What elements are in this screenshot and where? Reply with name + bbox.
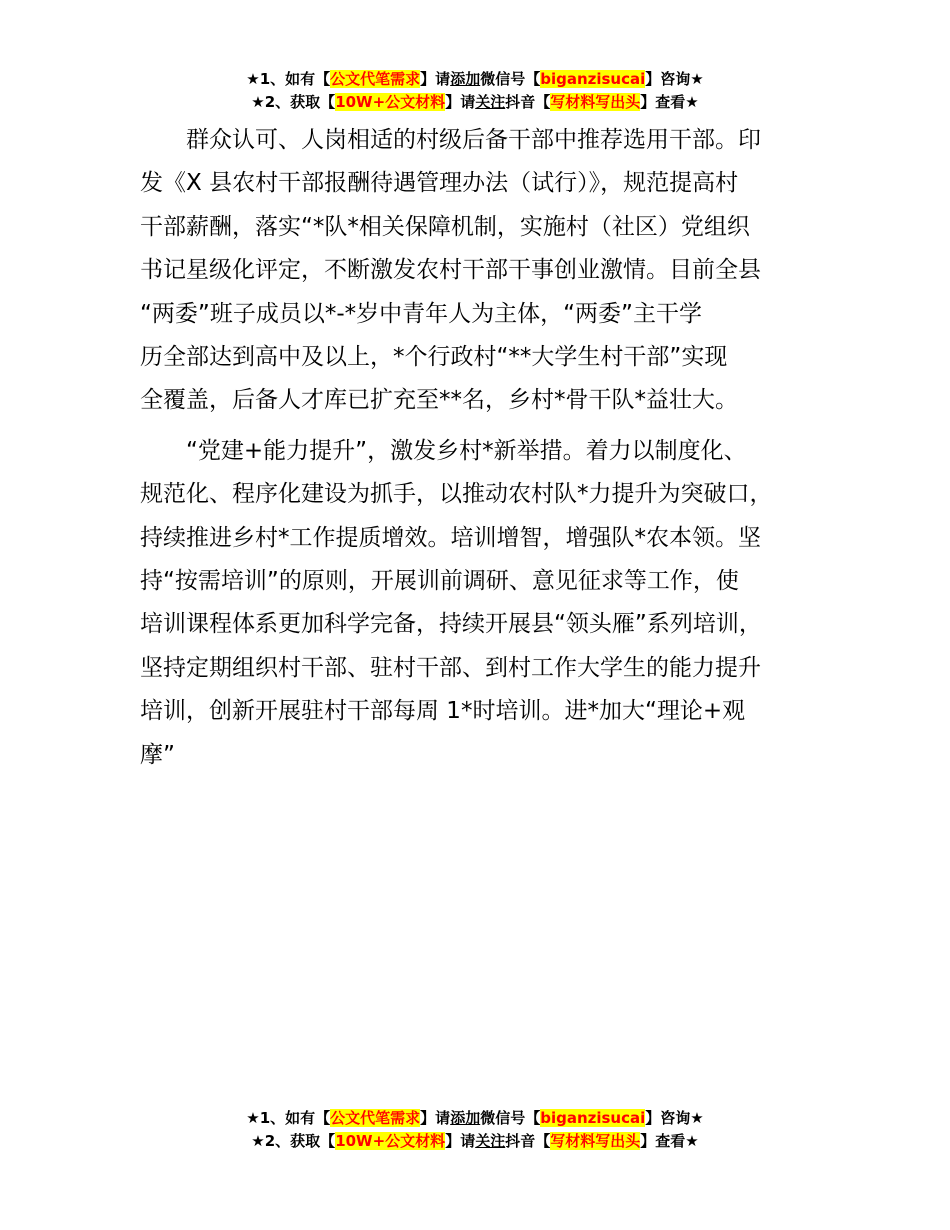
paragraph-line: 书记星级化评定，不断激发农村干部干事创业激情。目前全县 (140, 257, 761, 284)
paragraph-line: 规范化、程序化建设为抓手，以推动农村队*力提升为突破口， (140, 481, 773, 508)
paragraph-line: “两委”班子成员以*-*岁中青年人为主体，“两委”主干学 (140, 300, 702, 327)
banner-underlined: 关注 (475, 1132, 506, 1150)
paragraph-line: 发《X 县农村干部报酬待遇管理办法（试行）》，规范提高村 (140, 170, 739, 197)
paragraph-line: 持续推进乡村*工作提质增效。培训增智，增强队*农本领。坚 (140, 524, 761, 551)
banner-highlight: 写材料写出头 (550, 1132, 641, 1150)
banner-text: 】请 (420, 70, 451, 88)
banner-underlined: 添加 (450, 70, 481, 88)
header-banner (0, 68, 950, 114)
banner-highlight: biganzisucai (540, 1109, 646, 1127)
paragraph-2 (140, 430, 835, 777)
banner-text: ★1、如有【 (246, 70, 331, 88)
banner-text: 抖音【 (505, 93, 551, 111)
banner-underlined: 关注 (475, 93, 506, 111)
banner-text: 】请 (445, 93, 476, 111)
paragraph-line: 干部薪酬，落实“*队*相关保障机制，实施村（社区）党组织 (140, 213, 750, 240)
banner-line-1 (0, 1107, 950, 1130)
banner-text: 】请 (445, 1132, 476, 1150)
banner-highlight: 10W+公文材料 (335, 93, 446, 111)
banner-text: 】查看★ (640, 93, 699, 111)
banner-highlight: 10W+公文材料 (335, 1132, 446, 1150)
document-body (140, 119, 835, 784)
banner-text: 微信号【 (480, 1109, 541, 1127)
paragraph-line: 培训，创新开展驻村干部每周 1*时培训。进*加大“理论+观 (140, 698, 746, 725)
banner-line-2 (0, 1130, 950, 1153)
banner-text: 】查看★ (640, 1132, 699, 1150)
banner-text: 抖音【 (505, 1132, 551, 1150)
banner-highlight: 公文代笔需求 (330, 70, 421, 88)
banner-text: ★2、获取【 (251, 1132, 336, 1150)
banner-line-1 (0, 68, 950, 91)
banner-line-2 (0, 91, 950, 114)
paragraph-line: 摩” (140, 741, 175, 768)
banner-text: 】请 (420, 1109, 451, 1127)
banner-text: ★1、如有【 (246, 1109, 331, 1127)
banner-highlight: 写材料写出头 (550, 93, 641, 111)
paragraph-line: 历全部达到高中及以上，*个行政村“**大学生村干部”实现 (140, 344, 728, 371)
paragraph-1 (140, 119, 835, 423)
banner-text: 】咨询★ (645, 1109, 704, 1127)
banner-highlight: biganzisucai (540, 70, 646, 88)
paragraph-line: 培训课程体系更加科学完备，持续开展县“领头雁”系列培训， (140, 611, 762, 638)
banner-text: ★2、获取【 (251, 93, 336, 111)
banner-underlined: 添加 (450, 1109, 481, 1127)
paragraph-line: 群众认可、人岗相适的村级后备干部中推荐选用干部。印 (186, 127, 761, 153)
banner-text: 】咨询★ (645, 70, 704, 88)
paragraph-line: 全覆盖，后备人才库已扩充至**名，乡村*骨干队*益壮大。 (140, 387, 738, 414)
paragraph-line: “党建+能力提升”，激发乡村*新举措。着力以制度化、 (186, 437, 747, 464)
paragraph-line: 持“按需培训”的原则，开展训前调研、意见征求等工作，使 (140, 568, 739, 595)
banner-highlight: 公文代笔需求 (330, 1109, 421, 1127)
footer-banner (0, 1107, 950, 1153)
paragraph-line: 坚持定期组织村干部、驻村干部、到村工作大学生的能力提升 (140, 654, 761, 681)
banner-text: 微信号【 (480, 70, 541, 88)
